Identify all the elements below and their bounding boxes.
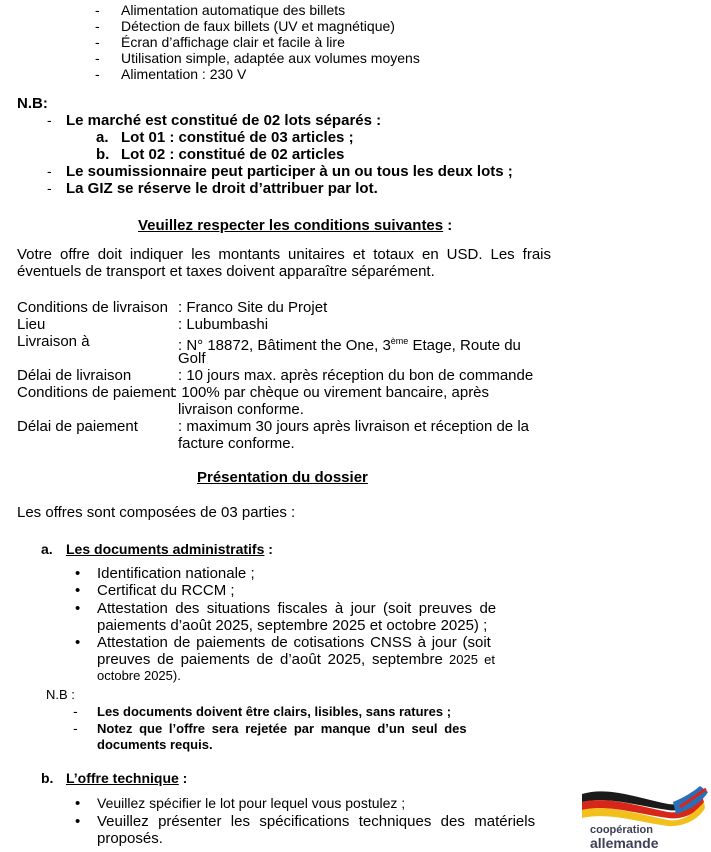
row-label: Délai de livraison [17, 367, 132, 384]
list-item: Attestation de paiements de cotisations CNSS à jour (soit [97, 634, 491, 651]
logo-line1: coopération [590, 824, 653, 836]
row-value-cont: facture conforme. [178, 435, 295, 452]
lot-01-text: Lot 01 : constitué de 03 articles ; [121, 129, 354, 146]
list-item-cont: octobre 2025). [97, 668, 181, 683]
conditions-heading-suffix: : [443, 217, 453, 234]
flag-ribbon-icon [568, 780, 711, 828]
nb-label: N.B: [17, 95, 48, 112]
text-part: preuves de paiements de d’août 2025, septembre [97, 651, 443, 668]
sub-marker: a. [96, 129, 109, 146]
bullet-marker: • [75, 813, 81, 830]
conditions-heading [138, 217, 452, 234]
sub-marker: b. [96, 146, 110, 163]
row-label: Lieu [17, 316, 46, 333]
list-item: Veuillez spécifier le lot pour lequel vous postulez ; [97, 795, 406, 811]
dash-marker: - [47, 163, 52, 179]
section-marker: a. [41, 541, 53, 557]
nb-label: N.B : [46, 687, 75, 702]
list-item: Détection de faux billets (UV et magnétique) [121, 18, 395, 34]
row-value: : Franco Site du Projet [178, 299, 328, 316]
list-item-cont: proposés. [97, 830, 163, 847]
section-a-title-text: Les documents administratifs [66, 541, 265, 557]
list-item-cont [97, 651, 495, 668]
row-value: : Lubumbashi [178, 316, 269, 333]
section-b-title-text: L’offre technique [66, 770, 179, 786]
dash-marker: - [47, 112, 52, 128]
list-item: Identification nationale ; [97, 565, 255, 582]
row-label: Conditions de paiement [17, 384, 175, 401]
dash-marker: - [73, 703, 78, 719]
section-a-suffix: : [264, 541, 273, 557]
section-b-suffix: : [178, 770, 188, 786]
row-value [178, 333, 521, 354]
address-part: Etage, Route du [408, 337, 521, 354]
bullet-marker: • [75, 565, 81, 582]
dash-marker: - [95, 66, 100, 82]
text-part: 2025 et [442, 652, 496, 667]
row-label: Livraison à [17, 333, 90, 350]
row-value: : maximum 30 jours après livraison et réception de la [178, 418, 529, 435]
nb-item: Le soumissionnaire peut participer à un ou tous les deux lots ; [66, 163, 513, 180]
row-value-cont: Golf [178, 350, 206, 367]
section-marker: b. [41, 770, 54, 786]
dash-marker: - [95, 18, 100, 34]
dossier-intro: Les offres sont composées de 03 parties : [17, 504, 296, 521]
dash-marker: - [95, 2, 100, 18]
conditions-intro: Votre offre doit indiquer les montants unitaires et totaux en USD. Les frais éventuels de transport et taxes doivent apparaître séparément. [17, 246, 551, 280]
cooperation-allemande-logo [568, 780, 711, 852]
nb-item: La GIZ se réserve le droit d’attribuer par lot. [66, 180, 378, 197]
bullet-marker: • [75, 634, 81, 651]
dash-marker: - [95, 50, 100, 66]
row-value: : 10 jours max. après réception du bon de commande [178, 367, 534, 384]
conditions-heading-text: Veuillez respecter les conditions suivantes [138, 217, 444, 234]
bullet-marker: • [75, 795, 81, 812]
list-item: Utilisation simple, adaptée aux volumes moyens [121, 50, 420, 66]
list-item: Écran d’affichage clair et facile à lire [121, 34, 345, 50]
lot-02-text: Lot 02 : constitué de 02 articles [121, 146, 345, 163]
dossier-heading: Présentation du dossier [197, 469, 368, 486]
bullet-marker: • [75, 582, 81, 599]
superscript: ème [390, 336, 409, 346]
list-item: Veuillez présenter les spécifications techniques des matériels [97, 813, 536, 830]
nb-item: Les documents doivent être clairs, lisibles, sans ratures ; [97, 704, 452, 719]
row-value-cont: livraison conforme. [178, 401, 304, 418]
list-item: Attestation des situations fiscales à jour (soit preuves de [97, 600, 497, 617]
list-item: Alimentation : 230 V [121, 66, 247, 82]
list-item: Alimentation automatique des billets [121, 2, 346, 18]
section-a-title [66, 541, 273, 557]
nb-item: Notez que l’offre sera rejetée par manque d’un seul des [97, 721, 467, 736]
row-label: Conditions de livraison [17, 299, 168, 316]
dash-marker: - [95, 34, 100, 50]
nb-item-cont: documents requis. [97, 737, 213, 752]
dash-marker: - [73, 720, 78, 736]
address-part: : N° 18872, Bâtiment the One, 3 [178, 337, 391, 354]
row-value: : 100% par chèque ou virement bancaire, après [173, 384, 490, 401]
list-item: Certificat du RCCM ; [97, 582, 235, 599]
dash-marker: - [47, 180, 52, 196]
row-label: Délai de paiement [17, 418, 138, 435]
section-b-title [66, 770, 187, 786]
nb-item: Le marché est constitué de 02 lots séparés : [66, 112, 382, 129]
bullet-marker: • [75, 600, 81, 617]
list-item-cont: paiements d’août 2025, septembre 2025 et octobre 2025) ; [97, 617, 488, 634]
logo-line2: allemande [590, 835, 659, 851]
